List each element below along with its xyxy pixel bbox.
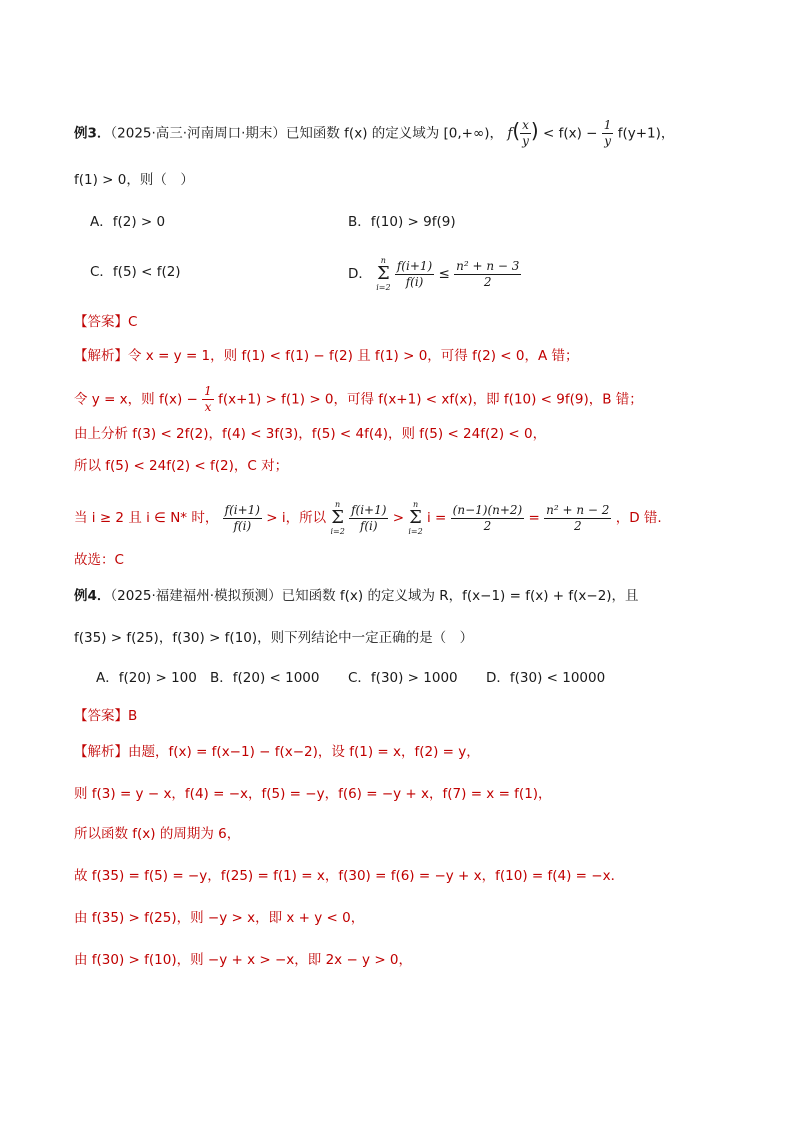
sigma-symbol: Σ: [377, 263, 390, 284]
ex3-analysis-5-pre: 当 i ≥ 2 且 i ∈ N* 时，: [74, 510, 219, 526]
ex3-option-b: B．f(10) > 9f(9): [348, 214, 456, 230]
ex3-option-c: C．f(5) < f(2): [90, 264, 181, 280]
ex4-analysis-4: 故 f(35) = f(5) = −y，f(25) = f(1) = x，f(30) = f(6) = −y + x，f(10) = f(4) = −x．: [74, 868, 625, 884]
ex3-cond-lparen: (: [512, 118, 521, 143]
ex3-analysis-1: 【解析】令 x = y = 1，则 f(1) < f(1) − f(2) 且 f(1) > 0，可得 f(2) < 0，A 错；: [74, 348, 579, 364]
ex3-analysis-5-sum1: [330, 500, 344, 536]
ex3-analysis-5: [74, 500, 662, 536]
ex3-analysis-5-sum1-bottom: i=2: [330, 527, 345, 536]
sigma-symbol: Σ: [409, 507, 422, 528]
ex4-analysis-5: 由 f(35) > f(25)，则 −y > x，即 x + y < 0，: [74, 910, 365, 926]
ex3-analysis-5-mid3: i =: [427, 510, 447, 526]
ex3-cond-frac2-den: y: [604, 134, 611, 148]
ex4-option-c: C．f(30) > 1000: [348, 670, 458, 686]
ex3-option-d-sum-top: n: [380, 256, 386, 265]
ex3-analysis-5-frac3: [544, 503, 611, 534]
ex3-analysis-5-mid1: > i，所以: [266, 510, 327, 526]
ex3-analysis-5-frac2: [451, 503, 525, 534]
ex4-analysis-6: 由 f(30) > f(10)，则 −y + x > −x，即 2x − y > 0，: [74, 952, 413, 968]
ex3-analysis-5-frac: [223, 503, 262, 534]
ex3-source: （2025·高三·河南周口·期末）: [110, 125, 286, 142]
ex4-option-a: A．f(20) > 100: [96, 670, 197, 686]
ex3-analysis-5-tail: ，D 错.: [615, 510, 662, 526]
ex3-analysis-5-frac-b-den: f(i): [359, 518, 378, 533]
ex3-analysis-5-sum2-top: n: [412, 500, 419, 509]
ex3-analysis-5-eq: =: [528, 510, 540, 526]
ex3-choice: 故选：C: [74, 552, 124, 568]
ex3-cond-mid: < f(x) −: [543, 125, 598, 142]
ex4-option-d: D．f(30) < 10000: [486, 670, 606, 686]
ex3-analysis-2-pre: 令 y = x，则 f(x) −: [74, 391, 198, 408]
ex3-option-d-sum: [376, 256, 390, 292]
ex3-option-d-label: D．: [348, 266, 372, 282]
ex3-analysis-5-sum1-top: n: [335, 500, 341, 509]
ex3-analysis-5-frac-b: [349, 503, 388, 534]
ex3-option-d-frac-num: f(i+1): [396, 258, 433, 273]
ex3-option-d-frac: [395, 259, 434, 290]
ex3-analysis-5-sum2-bottom: i=2: [408, 527, 423, 536]
ex3-analysis-5-frac3-den: 2: [573, 518, 582, 533]
ex4-stem-line2: f(35) > f(25)，f(30) > f(10)，则下列结论中一定正确的是（ ）: [74, 630, 474, 646]
ex3-option-d-rhs-num: n² + n − 3: [456, 258, 520, 273]
ex3-cond-frac-den: y: [522, 134, 529, 148]
ex3-answer: 【答案】C: [74, 314, 138, 330]
ex3-cond-frac2-num: 1: [603, 118, 612, 132]
ex3-option-d: [348, 256, 521, 292]
ex3-cond-frac: [520, 118, 531, 149]
ex3-option-d-rhs: [454, 259, 521, 290]
ex4-label: 例4．: [74, 588, 111, 604]
ex4-stem-text: 已知函数 f(x) 的定义域为 R，f(x−1) = f(x) + f(x−2)，且: [281, 588, 639, 604]
ex3-cond-rparen: ): [530, 118, 539, 143]
ex3-analysis-5-sum2: [408, 500, 422, 536]
ex3-analysis-5-frac-num: f(i+1): [224, 502, 260, 517]
ex4-analysis-1: 【解析】由题，f(x) = f(x−1) − f(x−2)，设 f(1) = x，f(2) = y，: [74, 744, 480, 760]
ex3-analysis-2: [74, 384, 643, 415]
ex3-stem-line2: f(1) > 0，则（ ）: [74, 172, 194, 188]
ex4-source: （2025·福建福州·模拟预测）: [110, 588, 282, 604]
ex3-analysis-5-frac2-den: 2: [483, 518, 492, 533]
ex4-stem-line1: [74, 586, 639, 606]
ex4-analysis-3: 所以函数 f(x) 的周期为 6，: [74, 826, 241, 842]
ex3-analysis-5-frac-b-num: f(i+1): [351, 502, 387, 517]
ex3-analysis-3: 由上分析 f(3) < 2f(2)，f(4) < 3f(3)，f(5) < 4f(4)，则 f(5) < 24f(2) < 0，: [74, 426, 547, 442]
ex3-analysis-5-frac-den: f(i): [233, 518, 252, 533]
ex3-option-d-sum-bottom: i=2: [376, 283, 391, 292]
ex3-cond-f: f: [507, 125, 513, 142]
ex3-analysis-4: 所以 f(5) < 24f(2) < f(2)，C 对；: [74, 458, 289, 474]
ex3-analysis-2-frac-num: 1: [204, 384, 212, 398]
ex4-answer: 【答案】B: [74, 708, 138, 724]
ex3-cond-tail: f(y+1)，: [617, 125, 675, 142]
ex3-cond-frac2: [602, 118, 614, 149]
ex3-option-d-frac-den: f(i): [405, 274, 424, 289]
ex4-analysis-2: 则 f(3) = y − x，f(4) = −x，f(5) = −y，f(6) = −y + x，f(7) = x = f(1)，: [74, 786, 552, 802]
ex3-label: 例3．: [74, 125, 111, 142]
ex3-stem-text: 已知函数 f(x) 的定义域为 [0,+∞)，: [285, 125, 504, 142]
ex3-analysis-5-frac3-num: n² + n − 2: [546, 502, 610, 517]
ex3-analysis-2-frac-den: x: [204, 400, 212, 414]
ex3-option-a: A．f(2) > 0: [90, 214, 166, 230]
ex4-option-b: B．f(20) < 1000: [210, 670, 320, 686]
ex3-option-d-relation: ≤: [438, 266, 450, 282]
ex3-analysis-2-post: f(x+1) > f(1) > 0，可得 f(x+1) < xf(x)，即 f(10) < 9f(9)，B 错；: [218, 391, 643, 408]
ex3-cond-frac-num: x: [522, 118, 529, 132]
ex3-analysis-5-frac2-num: (n−1)(n+2): [452, 502, 523, 517]
ex3-stem-line1: [74, 118, 674, 149]
ex3-analysis-2-frac: [202, 384, 214, 415]
ex3-option-d-rhs-den: 2: [483, 274, 492, 289]
sigma-symbol: Σ: [331, 507, 344, 528]
ex3-analysis-5-mid2: >: [392, 510, 405, 526]
